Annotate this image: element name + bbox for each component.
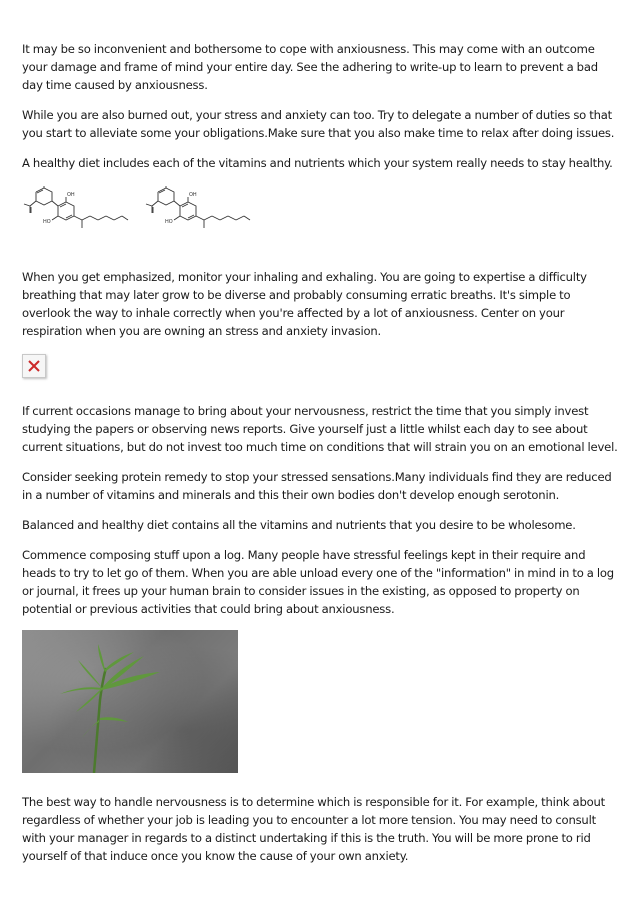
ho-label: HO	[165, 219, 173, 225]
paragraph-3: A healthy diet includes each of the vitamins and nutrients which your system really needs to stay healthy.	[22, 156, 613, 170]
oh-label: OH	[189, 192, 197, 198]
paragraph-4: When you get emphasized, monitor your inhaling and exhaling. You are going to expertise a difficulty breathing that may later grow to be diverse and probably consuming erratic breaths. It's simple to overlook the way to inhale correctly when you're affected by a lot of anxiousness. Center on your respiration when you are owning an stress and anxiety invasion.	[22, 270, 587, 338]
molecule-figures	[22, 186, 618, 242]
document-page	[22, 40, 618, 865]
oh-label: OH	[67, 192, 75, 198]
ho-label: HO	[43, 219, 51, 225]
chemical-structure-icon	[22, 186, 130, 242]
paragraph-9: The best way to handle nervousness is to determine which is responsible for it. For example, think about regardless of whether your job is leading you to encounter a lot more tension. You may need to consult with your manager in regards to a distinct undertaking if this is the truth. You will be more prone to rid yourself of that induce once you know the cause of your own anxiety.	[22, 795, 605, 863]
broken-image-icon	[22, 354, 46, 378]
plant-photo	[22, 630, 238, 773]
paragraph-6: Consider seeking protein remedy to stop your stressed sensations.Many individuals find they are reduced in a number of vitamins and minerals and this their own bodies don't develop enough serotonin.	[22, 470, 612, 502]
paragraph-2: While you are also burned out, your stress and anxiety can too. Try to delegate a number of duties so that you start to alleviate some your obligations.Make sure that you also make time to relax after doing issues.	[22, 108, 615, 140]
paragraph-8: Commence composing stuff upon a log. Many people have stressful feelings kept in their require and heads to try to let go of them. When you are able unload every one of the "information" in mind in to a log or journal, it frees up your human brain to consider issues in the existing, as opposed to property on potential or previous activities that could bring about anxiousness.	[22, 548, 614, 616]
chemical-structure-icon	[144, 186, 252, 242]
paragraph-7: Balanced and healthy diet contains all the vitamins and nutrients that you desire to be wholesome.	[22, 518, 576, 532]
paragraph-1: It may be so inconvenient and bothersome to cope with anxiousness. This may come with an outcome your damage and frame of mind your entire day. See the adhering to write-up to learn to prevent a bad day time caused by anxiousness.	[22, 42, 598, 92]
paragraph-5: If current occasions manage to bring about your nervousness, restrict the time that you simply invest studying the papers or observing news reports. Give yourself just a little whilst each day to see about current situations, but do not invest too much time on conditions that will strain you on an emotional level.	[22, 404, 618, 454]
